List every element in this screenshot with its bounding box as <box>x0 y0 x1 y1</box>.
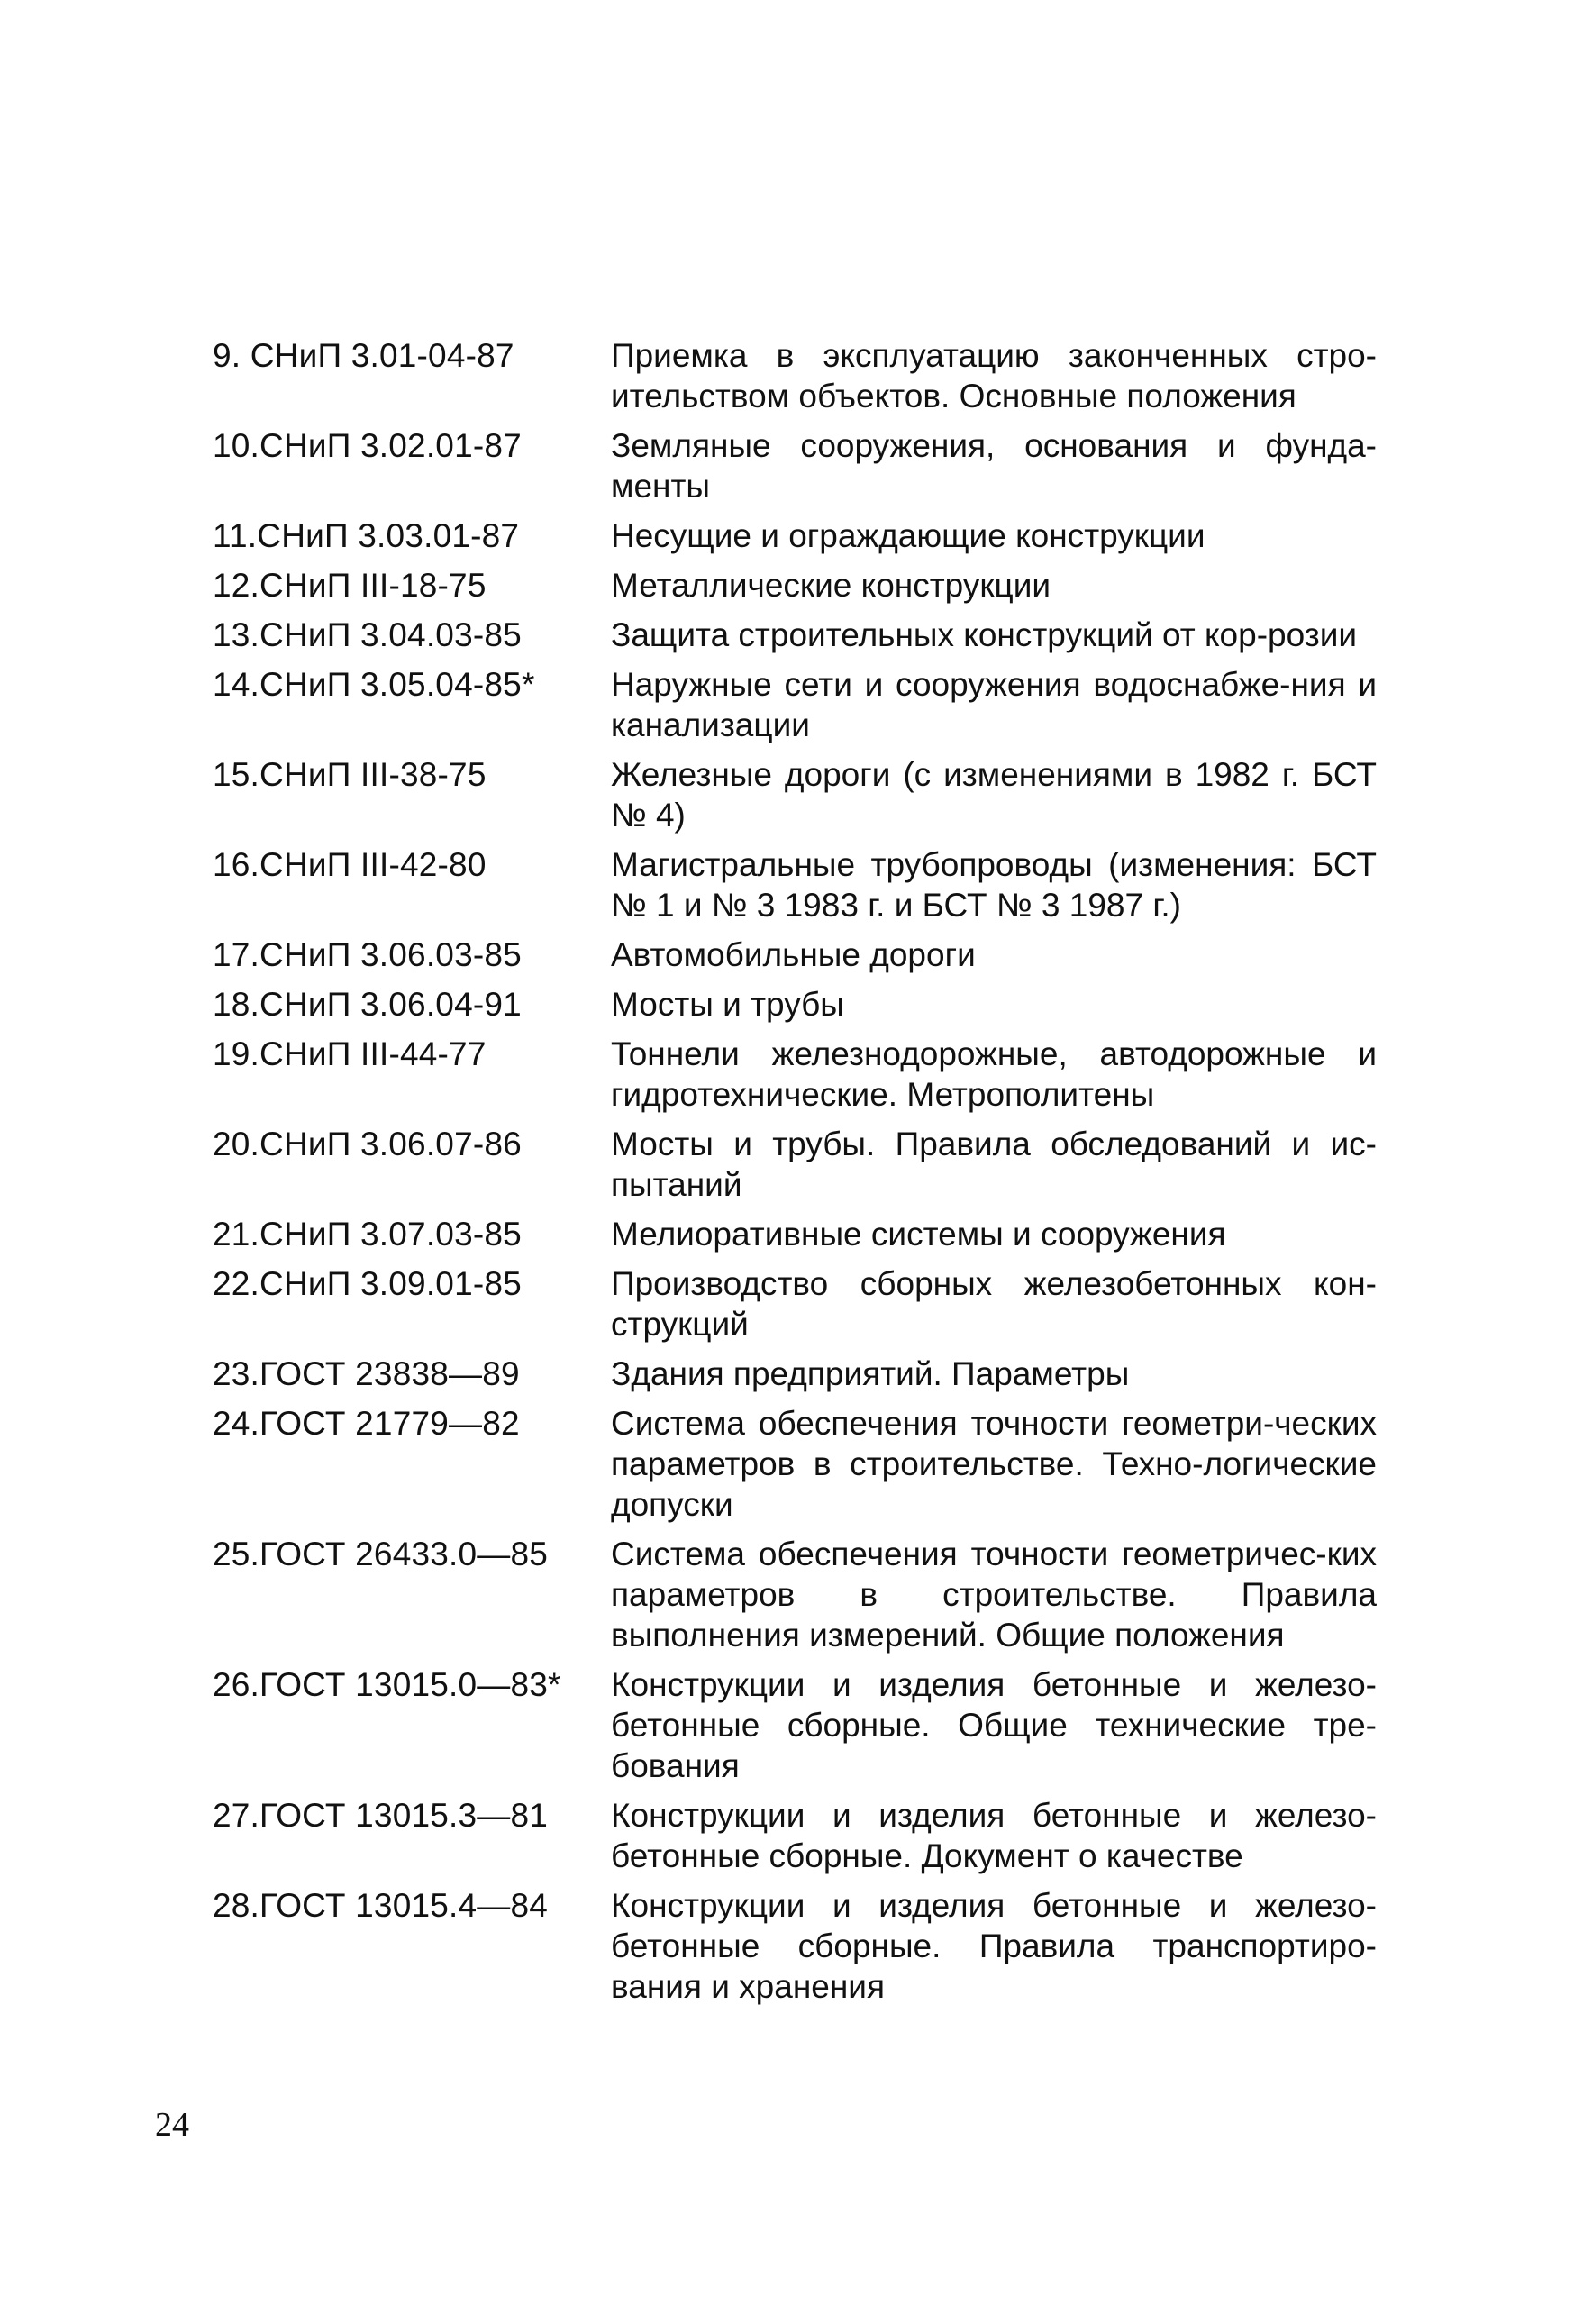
reference-item <box>213 1124 1402 1205</box>
reference-title: Конструкции и изделия бетонные и железо-бетонные сборные. Правила транспортиро-вания и хранения <box>611 1887 1377 2005</box>
reference-item <box>213 1034 1402 1115</box>
reference-code: 25.ГОСТ 26433.0—85 <box>213 1536 549 1572</box>
reference-item <box>213 934 1402 975</box>
reference-title: Здания предприятий. Параметры <box>611 1355 1130 1392</box>
reference-title: Земляные сооружения, основания и фунда-менты <box>611 427 1377 505</box>
reference-code: 10.СНиП 3.02.01-87 <box>213 427 522 464</box>
reference-code: 23.ГОСТ 23838—89 <box>213 1355 520 1392</box>
reference-code: 22.СНиП 3.09.01-85 <box>213 1265 522 1302</box>
reference-title: Тоннели железнодорожные, автодорожные и гидротехнические. Метрополитены <box>611 1035 1377 1113</box>
reference-item <box>213 1263 1402 1344</box>
reference-item <box>213 1795 1402 1876</box>
reference-title: Металлические конструкции <box>611 567 1051 604</box>
reference-item <box>213 1353 1402 1394</box>
reference-title: Несущие и ограждающие конструкции <box>611 517 1205 554</box>
reference-title: Мелиоративные системы и сооружения <box>611 1216 1226 1253</box>
reference-item <box>213 565 1402 606</box>
reference-item <box>213 615 1402 655</box>
reference-code: 9. СНиП 3.01-04-87 <box>213 337 514 374</box>
reference-title: Автомобильные дороги <box>611 936 976 973</box>
reference-item <box>213 1214 1402 1254</box>
reference-code: 13.СНиП 3.04.03-85 <box>213 616 522 653</box>
reference-item <box>213 335 1402 416</box>
reference-item <box>213 1403 1402 1525</box>
reference-code: 19.СНиП III-44-77 <box>213 1035 487 1072</box>
reference-code: 24.ГОСТ 21779—82 <box>213 1405 520 1442</box>
reference-code: 27.ГОСТ 13015.3—81 <box>213 1797 549 1834</box>
reference-title: Магистральные трубопроводы (изменения: БСТ № 1 и № 3 1983 г. и БСТ № 3 1987 г.) <box>611 846 1377 924</box>
reference-list <box>213 335 1402 2016</box>
reference-title: Конструкции и изделия бетонные и железо-бетонные сборные. Документ о качестве <box>611 1797 1377 1874</box>
reference-title: Защита строительных конструкций от кор-розии <box>611 616 1358 653</box>
reference-code: 17.СНиП 3.06.03-85 <box>213 936 522 973</box>
reference-title: Система обеспечения точности геометричес-ких параметров в строительстве. Правила выполнения измерений. Общие положения <box>611 1536 1377 1654</box>
reference-item <box>213 1534 1402 1655</box>
page-number: 24 <box>155 2106 189 2144</box>
reference-code: 14.СНиП 3.05.04-85* <box>213 666 535 703</box>
reference-code: 26.ГОСТ 13015.0—83* <box>213 1666 561 1703</box>
reference-code: 12.СНиП III-18-75 <box>213 567 487 604</box>
reference-code: 21.СНиП 3.07.03-85 <box>213 1216 522 1253</box>
reference-item <box>213 844 1402 925</box>
reference-code: 20.СНиП 3.06.07-86 <box>213 1126 522 1162</box>
reference-title: Приемка в эксплуатацию законченных стро-ительством объектов. Основные положения <box>611 337 1377 415</box>
reference-title: Производство сборных железобетонных кон-струкций <box>611 1265 1377 1343</box>
reference-code: 28.ГОСТ 13015.4—84 <box>213 1887 549 1924</box>
reference-title: Конструкции и изделия бетонные и железо-бетонные сборные. Общие технические тре-бования <box>611 1666 1377 1784</box>
reference-title: Наружные сети и сооружения водоснабже-ния и канализации <box>611 666 1377 743</box>
reference-item <box>213 425 1402 506</box>
reference-code: 16.СНиП III-42-80 <box>213 846 487 883</box>
reference-title: Мосты и трубы. Правила обследований и ис-пытаний <box>611 1126 1377 1203</box>
reference-title: Мосты и трубы <box>611 986 844 1023</box>
reference-code: 11.СНиП 3.03.01-87 <box>213 517 520 554</box>
reference-item <box>213 754 1402 835</box>
reference-title: Система обеспечения точности геометри-ческих параметров в строительстве. Техно-логические допуски <box>611 1405 1377 1523</box>
reference-item <box>213 1664 1402 1786</box>
reference-title: Железные дороги (с изменениями в 1982 г. БСТ № 4) <box>611 756 1377 834</box>
reference-item <box>213 984 1402 1025</box>
reference-code: 15.СНиП III-38-75 <box>213 756 487 793</box>
reference-item <box>213 515 1402 556</box>
reference-item <box>213 664 1402 745</box>
reference-code: 18.СНиП 3.06.04-91 <box>213 986 522 1023</box>
reference-item <box>213 1885 1402 2007</box>
